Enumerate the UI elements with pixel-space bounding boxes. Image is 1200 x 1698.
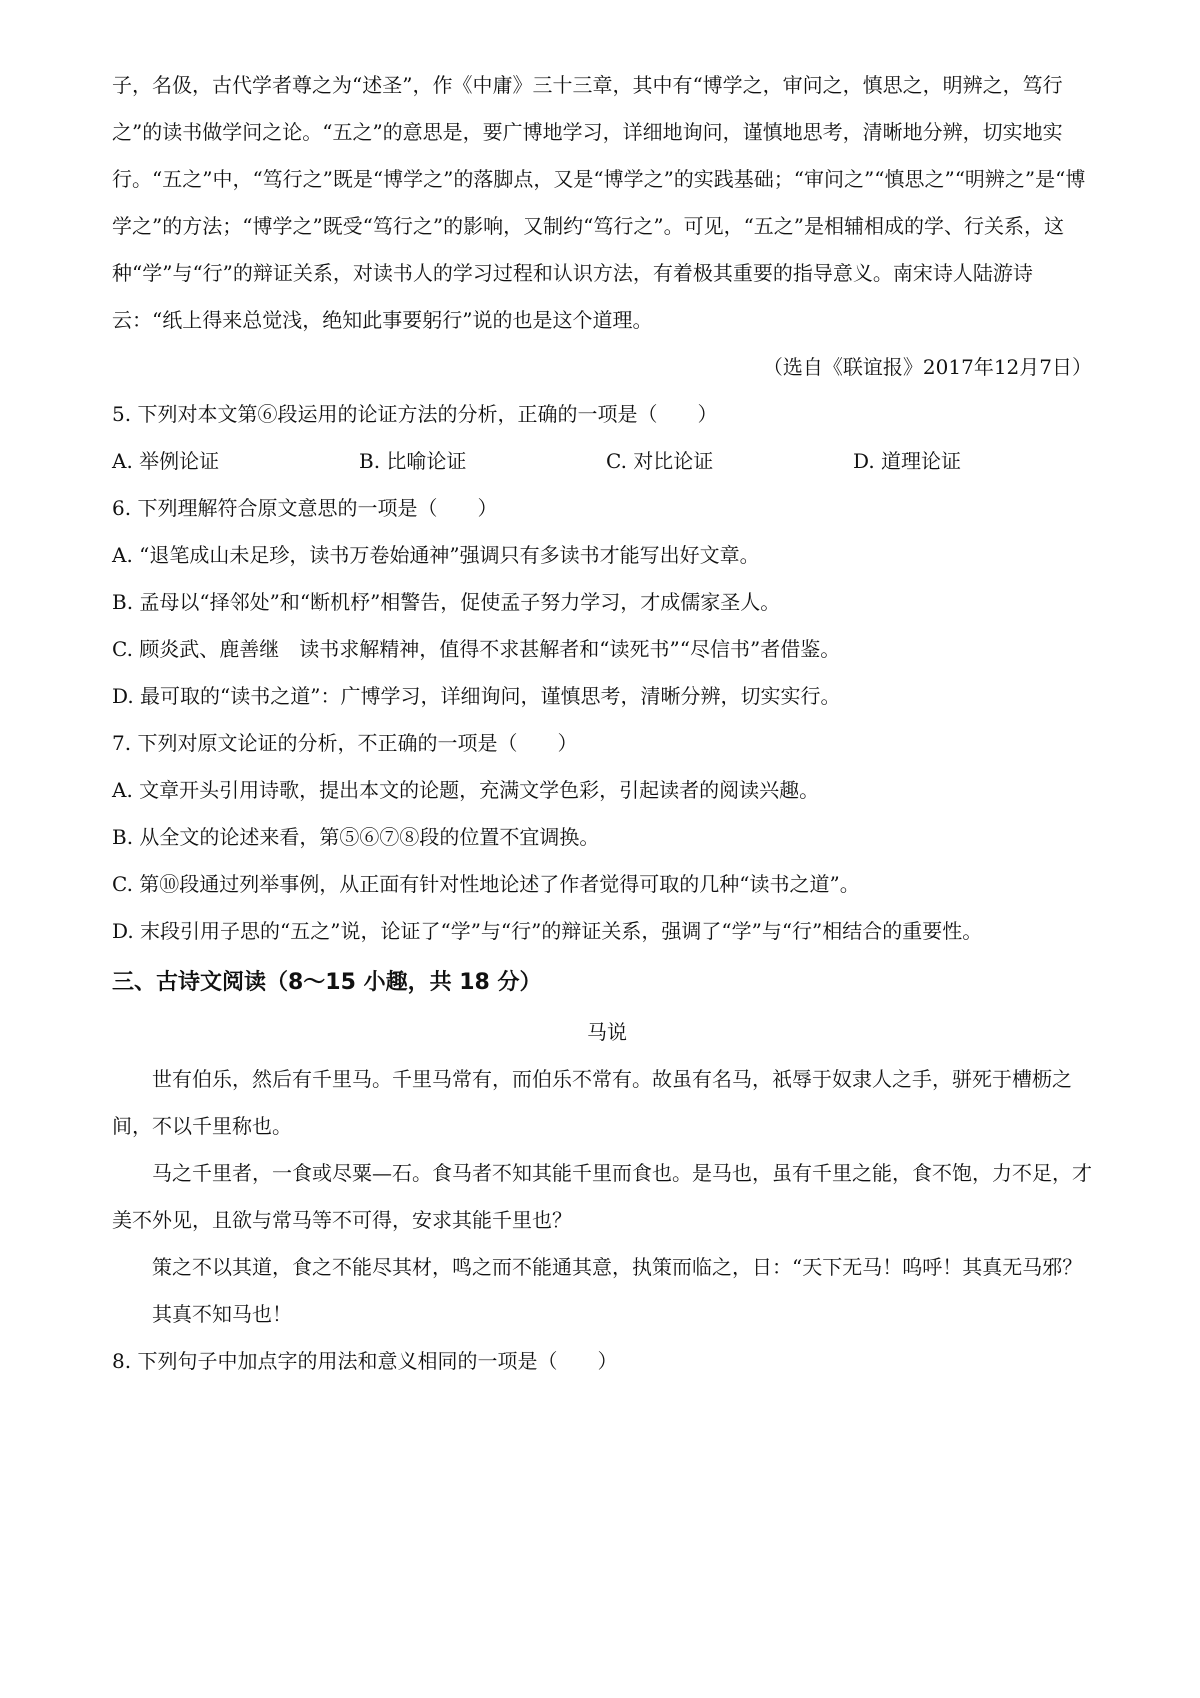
question-6-stem: 6. 下列理解符合原文意思的一项是（ ） [112, 496, 498, 520]
question-5-options [112, 438, 1102, 485]
question-7-stem: 7. 下列对原文论证的分析，不正确的一项是（ ） [112, 731, 578, 755]
question-5-stem: 5. 下列对本文第⑥段运用的论证方法的分析，正确的一项是（ ） [112, 402, 718, 426]
question-5-option-c: C. 对比论证 [606, 449, 714, 473]
question-6-option-b: B. 孟母以“择邻处”和“断机杼”相警告，促使孟子努力学习，才成儒家圣人。 [112, 590, 781, 614]
question-7-option-b: B. 从全文的论述来看，第⑤⑥⑦⑧段的位置不宜调换。 [112, 825, 600, 849]
question-7-option-d: D. 末段引用子思的“五之”说，论证了“学”与“行”的辩证关系，强调了“学”与“行”相结合的重要性。 [112, 919, 983, 943]
question-7-option-a: A. 文章开头引用诗歌，提出本文的论题，充满文学色彩，引起读者的阅读兴趣。 [112, 778, 820, 802]
classical-paragraph-3: 策之不以其道，食之不能尽其材，鸣之而不能通其意，执策而临之，日：“天下无马！呜呼！其真无马邪？ [152, 1255, 1083, 1279]
classical-paragraph-4: 其真不知马也！ [152, 1302, 292, 1326]
question-8-stem: 8. 下列句子中加点字的用法和意义相同的一项是（ ） [112, 1349, 618, 1373]
poem-title: 马说 [587, 1020, 627, 1044]
passage-source: （选自《联谊报》2017年12月7日） [762, 355, 1092, 379]
question-5-option-b: B. 比喻论证 [359, 449, 467, 473]
question-5-option-d: D. 道理论证 [853, 449, 962, 473]
passage-closing-paragraph: 子，名伋，古代学者尊之为“述圣”，作《中庸》三十三章，其中有“博学之，审问之，慎思之，明辨之，笃行之”的读书做学问之论。“五之”的意思是，要广博地学习，详细地询问，谨慎地思考，清晰地分辨，切实地实行。“五之”中，“笃行之”既是“博学之”的落脚点，又是“博学之”的实践基础；“审问之”“慎思之”“明辨之”是“博学之”的方法；“博学之”既受“笃行之”的影响，又制约“笃行之”。可见，“五之”是相辅相成的学、行关系，这种“学”与“行”的辩证关系，对读书人的学习过程和认识方法，有着极其重要的指导意义。南宋诗人陆游诗云：“纸上得来总觉浅，绝知此事要躬行”说的也是这个道理。 [112, 73, 1086, 332]
classical-paragraph-1: 世有伯乐，然后有千里马。千里马常有，而伯乐不常有。故虽有名马，祇辱于奴隶人之手，骈死于槽枥之间，不以千里称也。 [112, 1067, 1072, 1138]
section-3-heading: 三、古诗文阅读（8～15 小趣，共 18 分） [112, 970, 542, 995]
classical-paragraph-2: 马之千里者，一食或尽粟—石。食马者不知其能千里而食也。是马也，虽有千里之能，食不饱，力不足，才美不外见，且欲与常马等不可得，安求其能千里也？ [112, 1161, 1092, 1232]
question-7-option-c: C. 第⑩段通过列举事例，从正面有针对性地论述了作者觉得可取的几种“读书之道”。 [112, 872, 860, 896]
question-6-option-a: A. “退笔成山未足珍，读书万卷始通神”强调只有多读书才能写出好文章。 [112, 543, 760, 567]
question-5-option-a: A. 举例论证 [112, 449, 220, 473]
question-6-option-c: C. 顾炎武、鹿善继 读书求解精神，值得不求甚解者和“读死书”“尽信书”者借鉴。 [112, 637, 841, 661]
question-6-option-d: D. 最可取的“读书之道”：广博学习，详细询问，谨慎思考，清晰分辨，切实实行。 [112, 684, 841, 708]
